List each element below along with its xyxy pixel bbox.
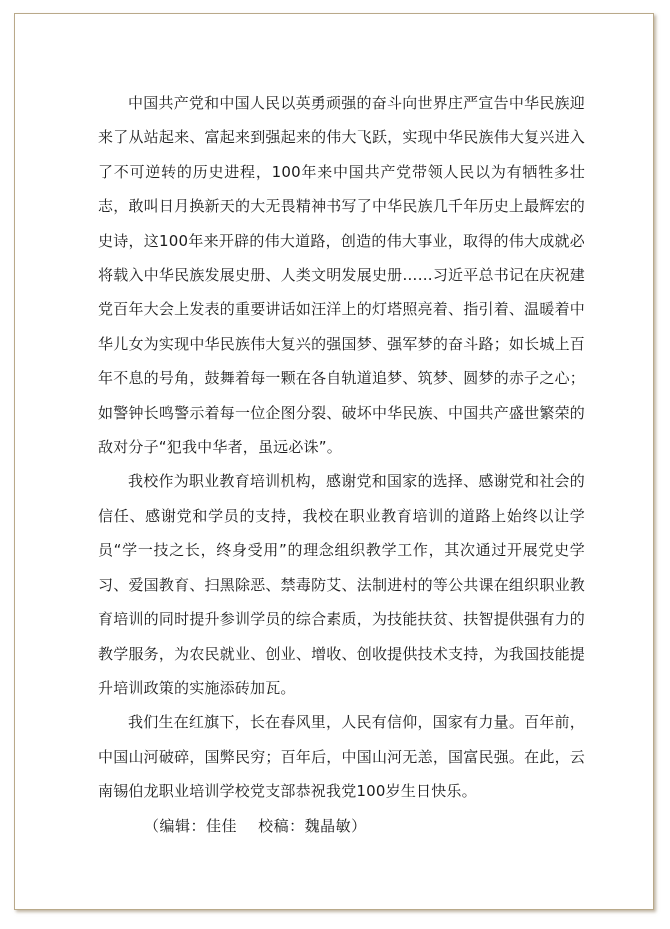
- editor-credit: （编辑：佳佳 校稿：魏晶敏）: [144, 816, 367, 835]
- paragraph-1: 中国共产党和中国人民以英勇顽强的奋斗向世界庄严宣告中华民族迎来了从站起来、富起来到强起来的伟大飞跃，实现中华民族伟大复兴进入了不可逆转的历史进程，100年来中国共产党带领人民以为有牺牲多壮志，敢叫日月换新天的大无畏精神书写了中华民族几千年历史上最辉宏的史诗，这100年来开辟的伟大道路，创造的伟大事业，取得的伟大成就必将载入中华民族发展史册、人类文明发展史册……习近平总书记在庆祝建党百年大会上发表的重要讲话如汪洋上的灯塔照亮着、指引着、温暖着中华儿女为实现中华民族伟大复兴的强国梦、强军梦的奋斗路；如长城上百年不息的号角，鼓舞着每一颗在各自轨道追梦、筑梦、圆梦的赤子之心；如警钟长鸣警示着每一位企图分裂、破坏中华民族、中国共产盛世繁荣的敌对分子“犯我中华者，虽远必诛”。: [98, 94, 585, 457]
- document-body: [98, 86, 585, 843]
- paragraph-3: 我们生在红旗下，长在春风里，人民有信仰，国家有力量。百年前，中国山河破碎，国弊民穷；百年后，中国山河无恙，国富民强。在此，云南锡伯龙职业培训学校党支部恭祝我党100岁生日快乐。: [98, 713, 585, 801]
- paragraph-2: 我校作为职业教育培训机构，感谢党和国家的选择、感谢党和社会的信任、感谢党和学员的支持，我校在职业教育培训的道路上始终以让学员“学一技之长，终身受用”的理念组织教学工作，其次通过开展党史学习、爱国教育、扫黑除恶、禁毒防艾、法制进村的等公共课在组织职业教育培训的同时提升参训学员的综合素质，为技能扶贫、扶智提供强有力的教学服务，为农民就业、创业、增收、创收提供技术支持，为我国技能提升培训政策的实施添砖加瓦。: [98, 472, 585, 697]
